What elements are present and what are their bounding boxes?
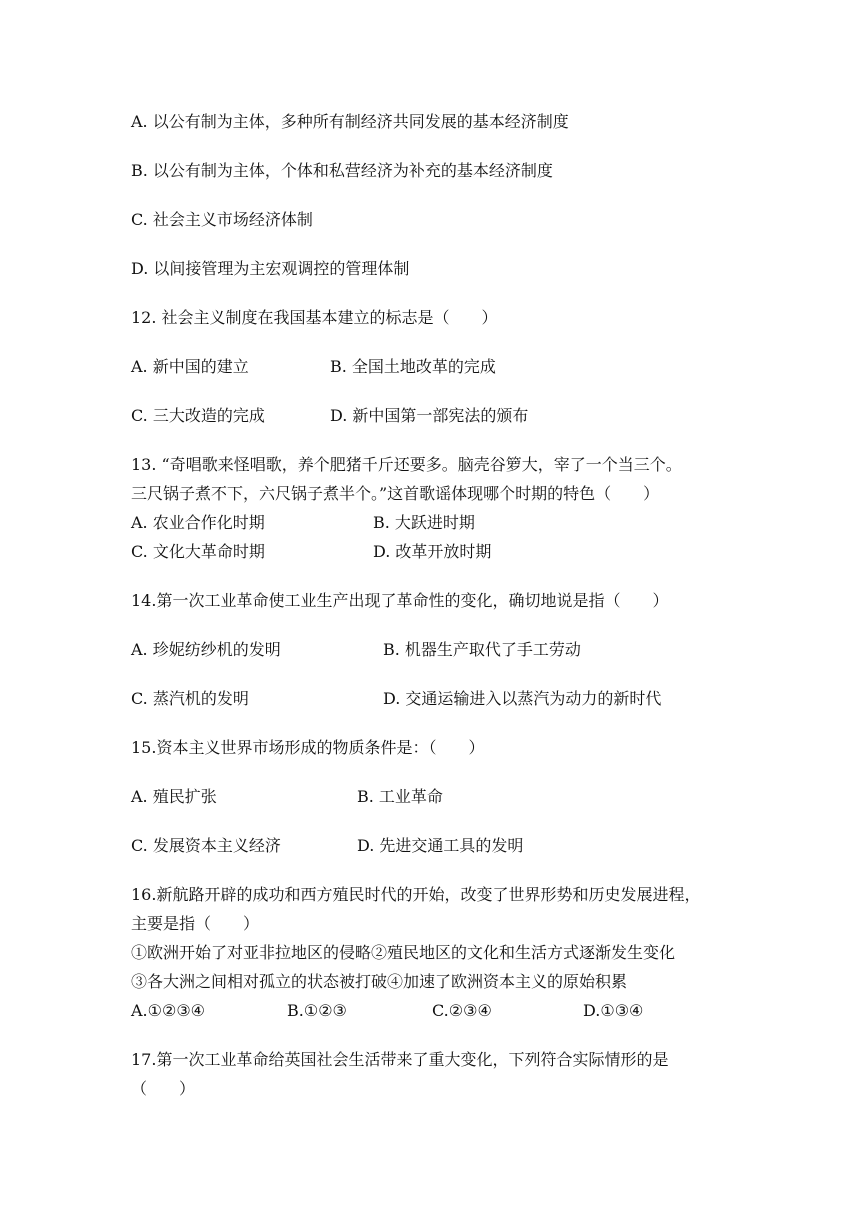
q12-option-a: A. 新中国的建立 bbox=[131, 357, 249, 376]
q16-option-a: A.①②③④ bbox=[131, 1001, 206, 1020]
q11-option-a: A. 以公有制为主体，多种所有制经济共同发展的基本经济制度 bbox=[131, 112, 569, 131]
q16-option-c: C.②③④ bbox=[432, 1001, 492, 1020]
q13-stem-line1: 13. “奇唱歌来怪唱歌，养个肥猪千斤还要多。脑壳谷箩大，宰了一个当三个。 bbox=[131, 455, 682, 474]
q15-option-b: B. 工业革命 bbox=[357, 787, 443, 806]
q16-items-line2: ③各大洲之间相对孤立的状态被打破④加速了欧洲资本主义的原始积累 bbox=[131, 972, 628, 991]
q12-stem: 12. 社会主义制度在我国基本建立的标志是（ ） bbox=[131, 308, 498, 327]
q13-option-d: D. 改革开放时期 bbox=[373, 542, 492, 561]
q11-option-d: D. 以间接管理为主宏观调控的管理体制 bbox=[131, 259, 410, 278]
q16-option-b: B.①②③ bbox=[287, 1001, 347, 1020]
q12-option-c: C. 三大改造的完成 bbox=[131, 406, 265, 425]
q16-stem-line2: 主要是指（ ） bbox=[131, 914, 260, 933]
q15-option-a: A. 殖民扩张 bbox=[131, 787, 217, 806]
q13-option-a: A. 农业合作化时期 bbox=[131, 513, 265, 532]
q15-stem: 15.资本主义世界市场形成的物质条件是：（ ） bbox=[131, 738, 485, 757]
q17-stem-line2: （ ） bbox=[131, 1079, 196, 1098]
q11-option-c: C. 社会主义市场经济体制 bbox=[131, 210, 313, 229]
q14-option-a: A. 珍妮纺纱机的发明 bbox=[131, 640, 281, 659]
q15-option-c: C. 发展资本主义经济 bbox=[131, 836, 281, 855]
q16-stem-line1: 16.新航路开辟的成功和西方殖民时代的开始，改变了世界形势和历史发展进程， bbox=[131, 885, 701, 904]
q12-option-b: B. 全国土地改革的完成 bbox=[330, 357, 496, 376]
q14-option-d: D. 交通运输进入以蒸汽为动力的新时代 bbox=[383, 689, 662, 708]
q14-option-b: B. 机器生产取代了手工劳动 bbox=[383, 640, 581, 659]
q15-option-d: D. 先进交通工具的发明 bbox=[357, 836, 524, 855]
q13-stem-line2: 三尺锅子煮不下，六尺锅子煮半个。”这首歌谣体现哪个时期的特色（ ） bbox=[131, 484, 660, 503]
q13-option-b: B. 大跃进时期 bbox=[373, 513, 475, 532]
q16-items-line1: ①欧洲开始了对亚非拉地区的侵略②殖民地区的文化和生活方式逐渐发生变化 bbox=[131, 943, 676, 962]
q12-option-d: D. 新中国第一部宪法的颁布 bbox=[330, 406, 529, 425]
q13-option-c: C. 文化大革命时期 bbox=[131, 542, 265, 561]
q14-stem: 14.第一次工业革命使工业生产出现了革命性的变化，确切地说是指（ ） bbox=[131, 591, 669, 610]
q17-stem-line1: 17.第一次工业革命给英国社会生活带来了重大变化，下列符合实际情形的是 bbox=[131, 1050, 669, 1069]
q16-option-d: D.①③④ bbox=[583, 1001, 644, 1020]
q11-option-b: B. 以公有制为主体，个体和私营经济为补充的基本经济制度 bbox=[131, 161, 553, 180]
q14-option-c: C. 蒸汽机的发明 bbox=[131, 689, 249, 708]
